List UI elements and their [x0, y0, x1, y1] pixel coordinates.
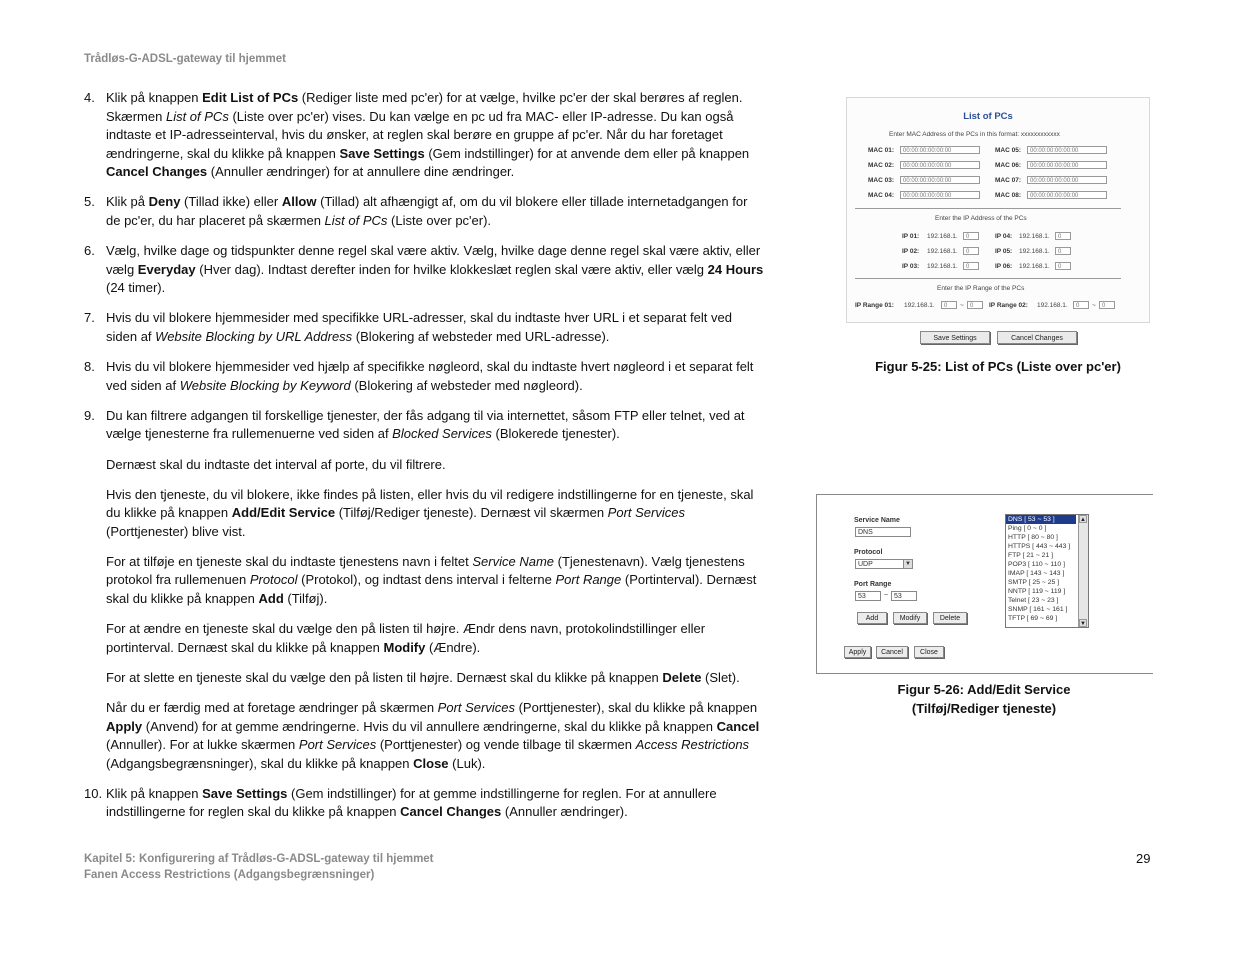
- service-name-label: Service Name: [854, 517, 900, 524]
- figure-5-25-caption: Figur 5-25: List of PCs (Liste over pc'er): [875, 359, 1121, 374]
- step-8: [84, 358, 764, 395]
- running-head: Trådløs-G-ADSL-gateway til hjemmet: [84, 53, 286, 65]
- ip-05-field[interactable]: 0: [1055, 247, 1071, 255]
- page-number: 29: [1136, 851, 1151, 866]
- add-button[interactable]: Add: [857, 612, 887, 624]
- list-item[interactable]: HTTPS [ 443 ~ 443 ]: [1008, 543, 1071, 550]
- mac-07-label: MAC 07:: [995, 177, 1022, 184]
- step-7: [84, 309, 764, 346]
- ip-range-02-start[interactable]: 0: [1073, 301, 1089, 309]
- list-item[interactable]: SNMP [ 161 ~ 161 ]: [1008, 606, 1068, 613]
- paragraph-add-edit-service: Hvis den tjeneste, du vil blokere, ikke findes på listen, eller hvis du vil redigere indstillingerne for en tjeneste, skal du klikke på knappen Add/Edit Service (Tilføj/Rediger tjeneste). Dernæst vil skærmen Port Services (Porttjenester) blive vist.: [106, 486, 754, 539]
- mac-03-label: MAC 03:: [868, 177, 895, 184]
- separator: [855, 278, 1121, 279]
- ip-range-01-label: IP Range 01:: [855, 302, 894, 309]
- ip-03-field[interactable]: 0: [963, 262, 979, 270]
- mac-08-label: MAC 08:: [995, 192, 1022, 199]
- step-number: 5.: [84, 194, 95, 210]
- ip-range-02-end[interactable]: 0: [1099, 301, 1115, 309]
- step-6: [84, 242, 764, 298]
- mac-format-note: Enter MAC Address of the PCs in this format: xxxxxxxxxxxx: [889, 131, 1060, 138]
- mac-02-label: MAC 02:: [868, 162, 895, 169]
- list-item[interactable]: NNTP [ 119 ~ 119 ]: [1008, 588, 1066, 595]
- step-number: 4.: [84, 90, 95, 105]
- ip-02-field[interactable]: 0: [963, 247, 979, 255]
- mac-01-label: MAC 01:: [868, 147, 895, 154]
- step-text: Hvis du vil blokere hjemmesider med specifikke URL-adresser, skal du indtaste hver URL i et separat felt ved siden af Website Blocking by URL Address (Blokering af websteder med URL-adresse).: [106, 310, 732, 345]
- list-item[interactable]: Ping [ 0 ~ 0 ]: [1008, 525, 1047, 532]
- ip-range-01-prefix: 192.168.1.: [904, 302, 935, 309]
- step-text: Hvis du vil blokere hjemmesider ved hjælp af specifikke nøgleord, skal du indtaste hvert nøgleord i et separat felt ved siden af Website Blocking by Keyword (Blokering af websteder med nøgleord).: [106, 359, 754, 393]
- close-button[interactable]: Close: [914, 646, 944, 658]
- figure-add-edit-service: [816, 494, 1153, 674]
- ip-02-label: IP 02:: [902, 248, 920, 255]
- list-item[interactable]: POP3 [ 110 ~ 110 ]: [1008, 561, 1065, 568]
- ip-05-label: IP 05:: [995, 248, 1013, 255]
- port-range-label: Port Range: [854, 581, 892, 588]
- figure-list-of-pcs: [846, 97, 1150, 355]
- protocol-label: Protocol: [854, 549, 883, 556]
- ip-range-01-end[interactable]: 0: [967, 301, 983, 309]
- delete-button[interactable]: Delete: [933, 612, 967, 624]
- caption-line: Figur 5-26: Add/Edit Service: [897, 682, 1071, 697]
- mac-07-field[interactable]: 00:00:00:00:00:00: [1027, 176, 1107, 184]
- ip-range-02-prefix: 192.168.1.: [1037, 302, 1068, 309]
- apply-button[interactable]: Apply: [844, 646, 871, 658]
- mac-01-field[interactable]: 00:00:00:00:00:00: [900, 146, 980, 154]
- ip-06-label: IP 06:: [995, 263, 1013, 270]
- ip-04-label: IP 04:: [995, 233, 1013, 240]
- mac-06-label: MAC 06:: [995, 162, 1022, 169]
- step-10: [84, 785, 764, 822]
- list-item[interactable]: TFTP [ 69 ~ 69 ]: [1008, 615, 1058, 622]
- ip-range-01-start[interactable]: 0: [941, 301, 957, 309]
- step-text: Klik på knappen Edit List of PCs (Rediger liste med pc'er) for at vælge, hvilke pc'er der skal berøres af reglen. Skærmen List of PCs (Liste over pc'er) vises. Du kan vælge en pc ud fra MAC- eller IP-adresse. Du kan også indtaste et IP-adresseinterval, hvis du ønsker, at reglen skal berøre en gruppe af pc'er. Når du har foretaget ændringerne, skal du klikke på knappen Save Settings (Gem indstillinger) for at anvende dem eller på knappen Cancel Changes (Annuller ændringer) for at annullere dine ændringer.: [106, 90, 750, 180]
- protocol-value: UDP: [858, 561, 873, 568]
- port-range-separator: ~: [884, 592, 889, 599]
- step-number: 6.: [84, 243, 95, 259]
- separator: [855, 208, 1121, 209]
- range-separator: ~: [960, 302, 964, 309]
- ip-04-prefix: 192.168.1.: [1019, 233, 1050, 240]
- ip-range-note: Enter the IP Range of the PCs: [937, 285, 1025, 292]
- paragraph-apply-service: Når du er færdig med at foretage ændringer på skærmen Port Services (Porttjenester), skal du klikke på knappen Apply (Anvend) for at gemme ændringerne. Hvis du vil annullere ændringerne, skal du klikke på knappen Cancel (Annuller). For at lukke skærmen Port Services (Porttjenester) og vende tilbage til skærmen Access Restrictions (Adgangsbegrænsninger), skal du klikke på knappen Close (Luk).: [106, 699, 760, 771]
- paragraph-delete-service: For at slette en tjeneste skal du vælge den på listen til højre. Dernæst skal du klikke på knappen Delete (Slet).: [106, 669, 740, 685]
- scroll-down-icon[interactable]: ▼: [1080, 621, 1086, 627]
- mac-03-field[interactable]: 00:00:00:00:00:00: [900, 176, 980, 184]
- ip-03-label: IP 03:: [902, 263, 920, 270]
- modify-button[interactable]: Modify: [893, 612, 927, 624]
- protocol-select[interactable]: [855, 559, 913, 569]
- service-name-input[interactable]: DNS: [855, 527, 911, 537]
- step-4: [84, 89, 764, 182]
- cancel-changes-button[interactable]: Cancel Changes: [997, 331, 1077, 344]
- figure-5-26-caption: [848, 680, 1120, 718]
- chevron-down-icon[interactable]: ▼: [903, 560, 912, 568]
- page-footer: [84, 851, 434, 883]
- body-text: [84, 89, 764, 834]
- ip-range-02-label: IP Range 02:: [989, 302, 1028, 309]
- port-range-end[interactable]: 53: [891, 591, 917, 601]
- step-text: Klik på Deny (Tillad ikke) eller Allow (Tillad) alt afhængigt af, om du vil blokere eller tillade internetadgangen for de pc'er, du har placeret på skærmen List of PCs (Liste over pc'er).: [106, 194, 748, 229]
- ip-04-field[interactable]: 0: [1055, 232, 1071, 240]
- ip-06-field[interactable]: 0: [1055, 262, 1071, 270]
- mac-06-field[interactable]: 00:00:00:00:00:00: [1027, 161, 1107, 169]
- list-item[interactable]: DNS [ 53 ~ 53 ]: [1006, 515, 1076, 524]
- ip-address-note: Enter the IP Address of the PCs: [935, 215, 1027, 222]
- step-text: Du kan filtrere adgangen til forskellige tjenester, der fås adgang til via internettet, såsom FTP eller telnet, ved at vælge tjenesterne fra rullemenuerne ved siden af Blocked Services (Blokerede tjenester).: [106, 407, 745, 442]
- ip-01-field[interactable]: 0: [963, 232, 979, 240]
- mac-08-field[interactable]: 00:00:00:00:00:00: [1027, 191, 1107, 199]
- mac-04-field[interactable]: 00:00:00:00:00:00: [900, 191, 980, 199]
- caption-line: (Tilføj/Rediger tjeneste): [911, 701, 1057, 716]
- paragraph-modify-service: For at ændre en tjeneste skal du vælge den på listen til højre. Ændr dens navn, protokolindstillinger eller portinterval. Dernæst skal du klikke på knappen Modify (Ændre).: [106, 621, 706, 655]
- mac-05-label: MAC 05:: [995, 147, 1022, 154]
- step-text: Klik på knappen Save Settings (Gem indstillinger) for at gemme indstillingerne for reglen. For at annullere indstillingerne for reglen skal du klikke på knappen Cancel Changes (Annuller ændringer).: [106, 785, 717, 820]
- save-settings-button[interactable]: Save Settings: [920, 331, 990, 344]
- ip-01-prefix: 192.168.1.: [927, 233, 958, 240]
- ip-02-prefix: 192.168.1.: [927, 248, 958, 255]
- cancel-button[interactable]: Cancel: [876, 646, 908, 658]
- footer-chapter: Kapitel 5: Konfigurering af Trådløs-G-ADSL-gateway til hjemmet: [84, 853, 434, 865]
- list-item[interactable]: Telnet [ 23 ~ 23 ]: [1008, 597, 1059, 604]
- step-number: 8.: [84, 359, 95, 375]
- services-scrollbar[interactable]: [1078, 515, 1088, 627]
- list-item[interactable]: HTTP [ 80 ~ 80 ]: [1008, 534, 1058, 541]
- step-number: 7.: [84, 310, 95, 326]
- ip-03-prefix: 192.168.1.: [927, 263, 958, 270]
- range-separator: ~: [1092, 302, 1096, 309]
- list-of-pcs-panel: [846, 97, 1150, 323]
- paragraph-port-range: Dernæst skal du indtaste det interval af porte, du vil filtrere.: [106, 456, 446, 472]
- mac-05-field[interactable]: 00:00:00:00:00:00: [1027, 146, 1107, 154]
- step-5: [84, 193, 764, 230]
- step-number: 9.: [84, 407, 95, 423]
- list-item[interactable]: FTP [ 21 ~ 21 ]: [1008, 552, 1054, 559]
- step-9: [84, 407, 764, 444]
- mac-04-label: MAC 04:: [868, 192, 895, 199]
- ip-06-prefix: 192.168.1.: [1019, 263, 1050, 270]
- footer-section: Fanen Access Restrictions (Adgangsbegrænsninger): [84, 869, 375, 881]
- mac-02-field[interactable]: 00:00:00:00:00:00: [900, 161, 980, 169]
- services-list[interactable]: [1005, 514, 1089, 628]
- list-of-pcs-title: List of PCs: [963, 111, 1013, 122]
- list-item[interactable]: SMTP [ 25 ~ 25 ]: [1008, 579, 1060, 586]
- port-range-start[interactable]: 53: [855, 591, 881, 601]
- scroll-up-icon[interactable]: ▲: [1080, 517, 1086, 523]
- ip-05-prefix: 192.168.1.: [1019, 248, 1050, 255]
- step-text: Vælg, hvilke dage og tidspunkter denne regel skal være aktiv. Vælg, hvilke dage denne regel skal være aktiv, eller vælg Everyday (Hver dag). Indtast derefter inden for hvilke klokkeslæt reglen skal være aktiv, eller vælg 24 Hours (24 timer).: [106, 243, 764, 296]
- list-item[interactable]: IMAP [ 143 ~ 143 ]: [1008, 570, 1065, 577]
- paragraph-add-service: For at tilføje en tjeneste skal du indtaste tjenestens navn i feltet Service Name (Tjenestenavn). Vælg tjenestens protokol fra rullemenuen Protocol (Protokol), og indtast dens interval i felterne Port Range (Portinterval). Dernæst skal du klikke på knappen Add (Tilføj).: [106, 553, 757, 607]
- ip-01-label: IP 01:: [902, 233, 920, 240]
- step-number: 10.: [84, 785, 103, 801]
